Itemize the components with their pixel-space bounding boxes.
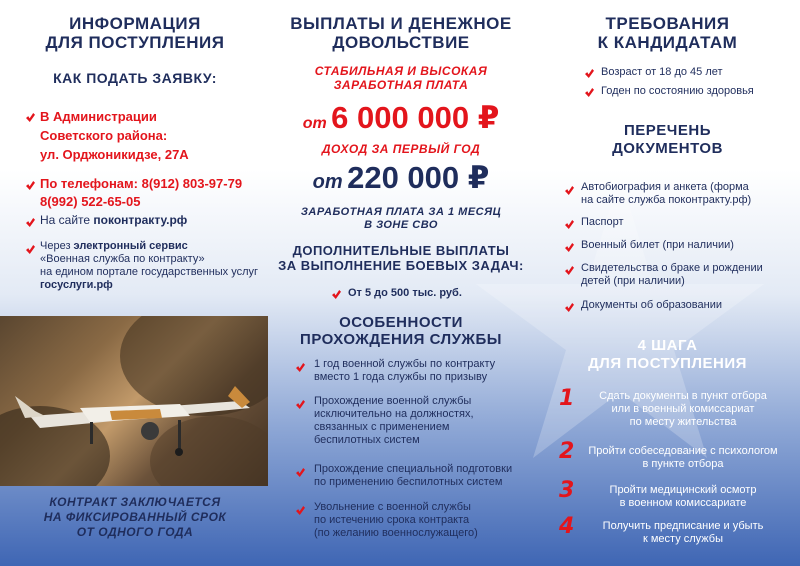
check-icon <box>585 69 594 78</box>
step-number: 1 <box>559 386 575 411</box>
check-icon <box>565 186 574 195</box>
document-item: Автобиография и анкета (форма на сайте служба поконтракту.рф) <box>581 181 752 206</box>
requirement-item: Годен по состоянию здоровья <box>601 85 754 97</box>
check-icon <box>565 266 574 275</box>
website-line[interactable]: На сайте поконтракту.рф <box>40 213 188 227</box>
monthly-salary-label: ЗАРАБОТНАЯ ПЛАТА ЗА 1 МЕСЯЦ В ЗОНЕ СВО <box>300 206 502 231</box>
steps-title: 4 ШАГА ДЛЯ ПОСТУПЛЕНИЯ <box>588 337 747 372</box>
step-number: 3 <box>559 478 575 503</box>
info-title: ИНФОРМАЦИЯ ДЛЯ ПОСТУПЛЕНИЯ <box>45 14 225 52</box>
service-features-heading: ОСОБЕННОСТИ ПРОХОЖДЕНИЯ СЛУЖБЫ <box>300 314 502 348</box>
how-to-apply-heading: КАК ПОДАТЬ ЗАЯВКУ: <box>53 70 217 86</box>
monthly-salary-amount: от 220 000 ₽ <box>312 160 490 195</box>
step-number: 2 <box>559 439 575 464</box>
check-icon <box>296 400 305 409</box>
drone-photo <box>0 316 268 486</box>
check-icon <box>26 218 35 227</box>
extra-payments-heading: ДОПОЛНИТЕЛЬНЫЕ ВЫПЛАТЫ ЗА ВЫПОЛНЕНИЕ БОЕВЫХ ЗАДАЧ: <box>278 243 524 273</box>
stable-salary-label: СТАБИЛЬНАЯ И ВЫСОКАЯ ЗАРАБОТНАЯ ПЛАТА <box>314 64 488 92</box>
drone-illustration <box>10 356 260 466</box>
check-icon <box>585 88 594 97</box>
check-icon <box>332 290 341 299</box>
admin-address: В Администрации Советского района: ул. Орджоникидзе, 27А <box>40 109 189 162</box>
step-number: 4 <box>559 514 575 539</box>
document-item: Паспорт <box>581 216 624 228</box>
document-item: Документы об образовании <box>581 299 723 311</box>
extra-payments-amount: От 5 до 500 тыс. руб. <box>348 287 462 299</box>
step-item: Пройти медицинский осмотр в военном комиссариате <box>609 484 757 509</box>
documents-title: ПЕРЕЧЕНЬ ДОКУМЕНТОВ <box>612 122 723 157</box>
check-icon <box>26 181 35 190</box>
document-item: Военный билет (при наличии) <box>581 239 734 251</box>
check-icon <box>565 220 574 229</box>
requirements-title: ТРЕБОВАНИЯ К КАНДИДАТАМ <box>597 14 738 52</box>
check-icon <box>296 363 305 372</box>
annual-income-amount: от 6 000 000 ₽ <box>302 100 500 135</box>
document-item: Свидетельства о браке и рождении детей (при наличии) <box>581 262 763 287</box>
step-item: Получить предписание и убыть к месту службы <box>602 520 764 545</box>
check-icon <box>565 243 574 252</box>
contract-term-note: КОНТРАКТ ЗАКЛЮЧАЕТСЯ НА ФИКСИРОВАННЫЙ СРОК ОТ ОДНОГО ГОДА <box>43 495 227 539</box>
feature-item: Прохождение военной службы исключительно на должностях, связанных с применением беспилотных систем <box>314 395 474 446</box>
check-icon <box>26 113 35 122</box>
check-icon <box>26 245 35 254</box>
step-item: Сдать документы в пункт отбора или в военный комиссариат по месту жительства <box>599 390 767 428</box>
check-icon <box>565 303 574 312</box>
phone-numbers[interactable]: По телефонам: 8(912) 803-97-79 8(992) 522-65-05 <box>40 176 243 209</box>
step-item: Пройти собеседование с психологом в пункте отбора <box>588 445 778 470</box>
e-service-info: Через электронный сервис «Военная служба по контракту» на едином портале государственных услуг госуслуги.рф <box>40 240 259 291</box>
check-icon <box>296 506 305 515</box>
feature-item: Увольнение с военной службы по истечению срока контракта (по желанию военнослужащего) <box>314 501 478 539</box>
check-icon <box>296 468 305 477</box>
requirement-item: Возраст от 18 до 45 лет <box>601 66 723 78</box>
payments-title: ВЫПЛАТЫ И ДЕНЕЖНОЕ ДОВОЛЬСТВИЕ <box>290 14 512 52</box>
first-year-income-label: ДОХОД ЗА ПЕРВЫЙ ГОД <box>321 142 481 156</box>
feature-item: 1 год военной службы по контракту вместо 1 года службы по призыву <box>314 358 496 383</box>
feature-item: Прохождение специальной подготовки по применению беспилотных систем <box>314 463 513 488</box>
